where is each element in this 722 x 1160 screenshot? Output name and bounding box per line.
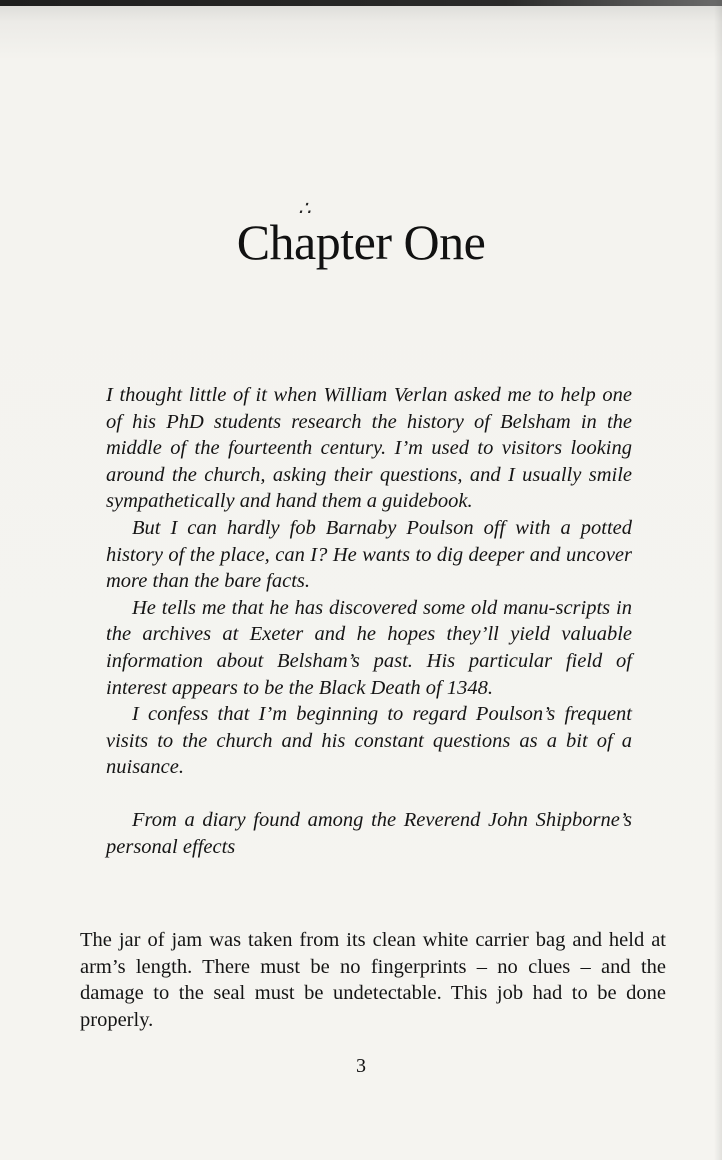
extract-paragraph: But I can hardly fob Barnaby Poulson off with a potted history of the place, can I? He wants to dig deeper and uncover more than the bare facts. <box>106 516 632 593</box>
chapter-body <box>80 927 666 1033</box>
chapter-ornament: ∴ <box>298 198 311 220</box>
extract-paragraph: I confess that I’m beginning to regard Poulson’s frequent visits to the church and his constant questions as a bit of a nuisance. <box>106 703 632 779</box>
body-paragraph: The jar of jam was taken from its clean white carrier bag and held at arm’s length. There must be no fingerprints – no clues – and the damage to the seal must be undetectable. This job had to be done properly. <box>80 929 666 1031</box>
chapter-title: Chapter One <box>236 214 486 270</box>
extract-paragraph: I thought little of it when William Verlan asked me to help one of his PhD students research the history of Belsham in the middle of the fourteenth century. I’m used to visitors looking around the church, asking their questions, and I usually smile sympathetically and hand them a guidebook. <box>106 384 632 513</box>
show-through-texture <box>60 64 670 91</box>
extract-paragraph: He tells me that he has discovered some old manu-scripts in the archives at Exeter and he hopes they’ll yield valuable information about Belsham’s past. His particular field of interest appears to be the Black Death of 1348. <box>106 596 632 699</box>
page-right-edge <box>714 0 722 1160</box>
page-number: 3 <box>356 1055 366 1077</box>
diary-extract <box>106 382 632 860</box>
page-top-shadow <box>0 0 722 6</box>
extract-source: From a diary found among the Reverend John Shipborne’s personal effects <box>106 808 632 858</box>
